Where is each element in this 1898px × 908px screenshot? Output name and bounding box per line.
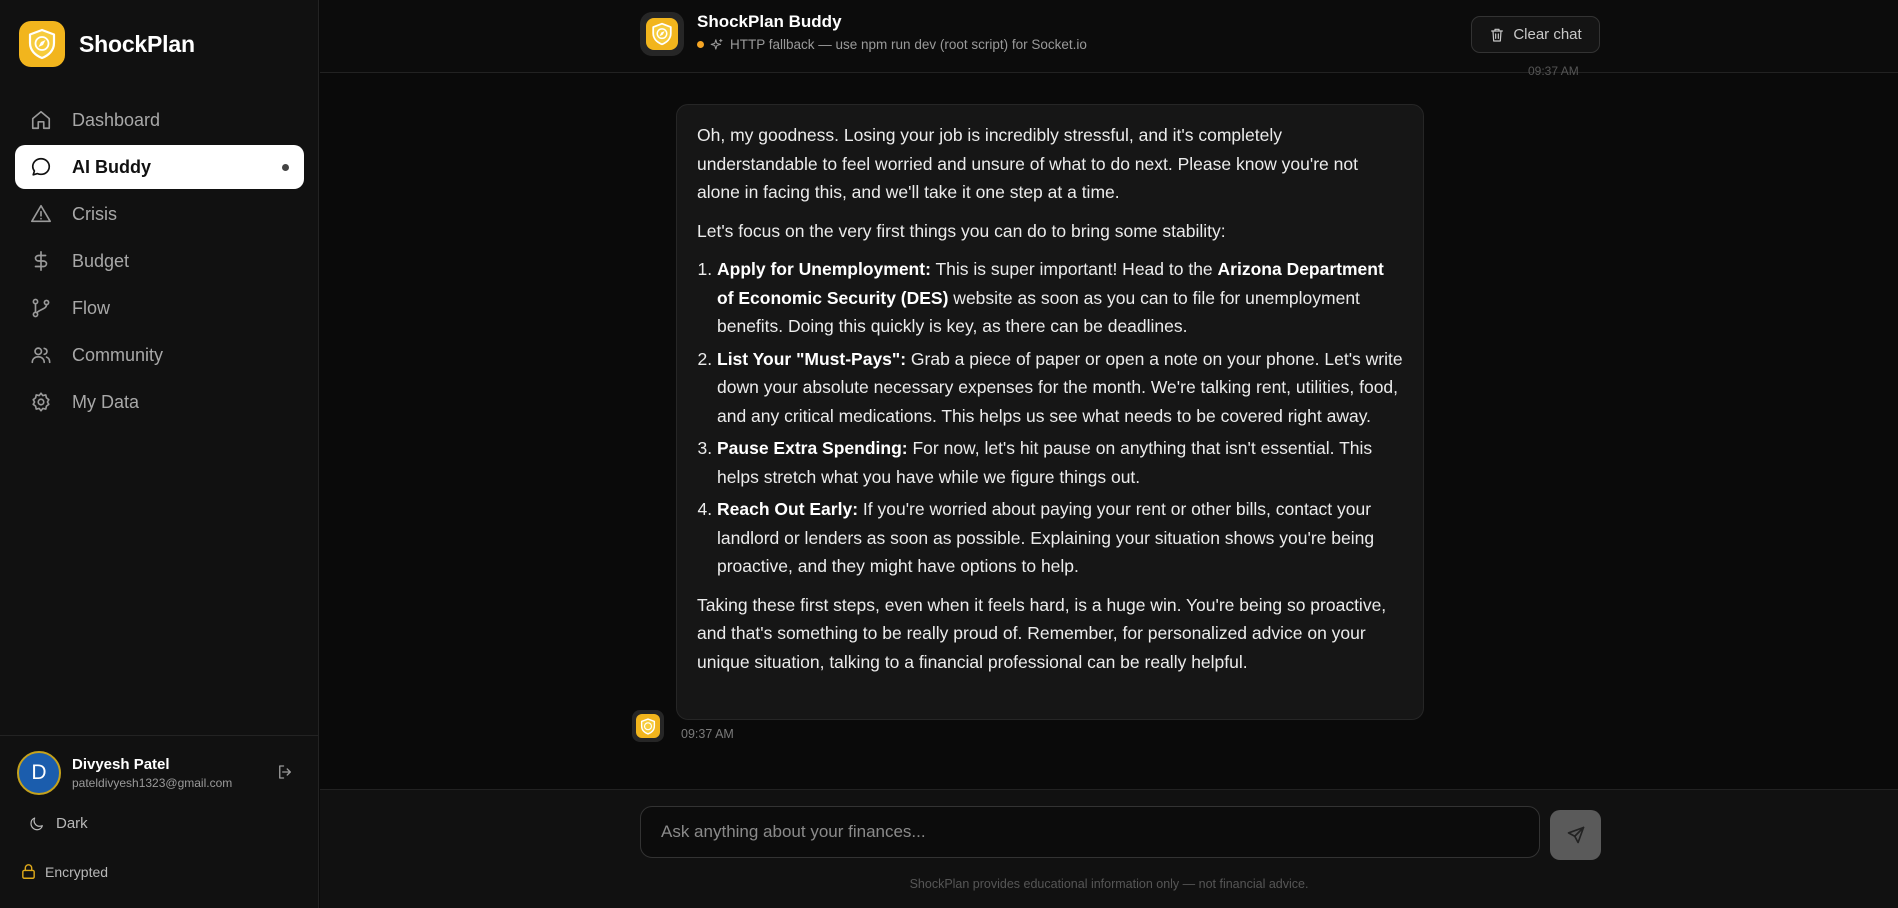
sidebar-nav: [15, 98, 304, 427]
clear-chat-label: Clear chat: [1513, 26, 1582, 43]
sidebar-item-ai-buddy[interactable]: [15, 145, 304, 189]
message-lead: Let's focus on the very first things you can do to bring some stability:: [697, 220, 1226, 241]
step-highlight: Arizona Department of Economic Security (DES): [717, 259, 1384, 308]
user-profile: [17, 751, 302, 795]
sidebar: [0, 0, 319, 908]
sidebar-item-community[interactable]: [15, 333, 304, 377]
step-text: For now, let's hit pause on anything that isn't essential. This helps stretch what you have while we figure things out.: [717, 438, 1373, 487]
sidebar-item-label: Community: [72, 344, 164, 365]
encryption-status: [20, 863, 108, 880]
step-text: website as soon as you can to file for unemployment benefits. Doing this quickly is key, as there can be deadlines.: [717, 287, 1360, 336]
status-text: HTTP fallback — use npm run dev (root script) for Socket.io: [730, 37, 1087, 52]
step-title: Apply for Unemployment:: [717, 259, 931, 279]
chat-input[interactable]: [661, 822, 1519, 842]
sidebar-item-budget[interactable]: [15, 239, 304, 283]
message-intro: Oh, my goodness. Losing your job is incredibly stressful, and it's completely understandable to feel worried and unsure of what to do next. Please know you're not alone in facing this, and we'll take it one step at a time.: [697, 125, 1358, 202]
alert-triangle-icon: [30, 203, 52, 225]
list-item: [717, 255, 1403, 341]
sidebar-item-flow[interactable]: [15, 286, 304, 330]
sidebar-item-label: My Data: [72, 391, 140, 412]
user-info: [72, 756, 232, 790]
sidebar-item-label: Budget: [72, 250, 130, 271]
user-name: Divyesh Patel: [72, 756, 170, 773]
lock-icon: [20, 863, 37, 880]
step-title: Reach Out Early:: [717, 499, 859, 519]
send-button[interactable]: [1550, 810, 1601, 860]
message-outro: Taking these first steps, even when it feels hard, is a huge win. You're being so proactive, and that's something to be really proud of. Remember, for personalized advice on your unique situation, talking to a financial professional can be really helpful.: [697, 594, 1387, 672]
steps-list: [717, 255, 1403, 581]
assistant-message: [676, 104, 1424, 720]
chat-header: [320, 0, 1898, 78]
brand[interactable]: [19, 21, 195, 67]
gear-icon: [30, 391, 52, 413]
users-icon: [30, 344, 52, 366]
sidebar-item-dashboard[interactable]: [15, 98, 304, 142]
sidebar-item-crisis[interactable]: [15, 192, 304, 236]
sidebar-item-label: Crisis: [72, 203, 117, 224]
step-title: List Your "Must-Pays":: [717, 348, 907, 369]
step-text: This is super important! Head to the: [930, 259, 1218, 279]
git-branch-icon: [30, 297, 52, 319]
home-icon: [30, 109, 52, 131]
trash-icon: [1489, 27, 1505, 43]
dollar-icon: [30, 250, 52, 272]
list-item: [717, 345, 1403, 431]
bot-avatar: [640, 12, 684, 56]
brand-name: ShockPlan: [79, 30, 195, 57]
sidebar-item-label: AI Buddy: [72, 156, 151, 177]
shield-logo-icon: [636, 714, 660, 738]
step-text: Grab a piece of paper or open a note on your phone. Let's write down your absolute necessary expenses for the month. We're talking rent, utilities, food, and any critical medications. This helps us see what needs to be covered right away.: [717, 348, 1403, 426]
status-dot: [697, 41, 704, 48]
send-icon: [1566, 825, 1586, 845]
step-title: Pause Extra Spending:: [717, 438, 908, 458]
disclaimer: ShockPlan provides educational information only — not financial advice.: [909, 877, 1309, 891]
theme-label: Dark: [56, 815, 88, 832]
user-email: pateldivyesh1323@gmail.com: [72, 776, 233, 790]
sidebar-item-my-data[interactable]: [15, 380, 304, 424]
list-item: [717, 495, 1403, 581]
encryption-label: Encrypted: [45, 863, 109, 880]
avatar[interactable]: D: [17, 751, 61, 795]
composer: [320, 789, 1898, 908]
clear-chat-button[interactable]: [1471, 16, 1600, 53]
message-time: 09:37 AM: [681, 727, 734, 741]
chat-title: ShockPlan Buddy: [697, 12, 842, 31]
sidebar-item-label: Flow: [72, 297, 111, 318]
logout-icon: [276, 763, 294, 781]
sidebar-footer: [0, 735, 319, 880]
theme-toggle[interactable]: [29, 815, 88, 832]
previous-message-time: 09:37 AM: [1528, 64, 1579, 78]
message-avatar: [632, 710, 664, 742]
shield-logo-icon: [646, 18, 678, 50]
logout-button[interactable]: [276, 763, 294, 786]
connection-status: [697, 37, 1087, 52]
chat-icon: [30, 156, 52, 178]
active-indicator-dot: [282, 164, 289, 171]
chat-input-wrapper: [640, 806, 1540, 858]
step-text: If you're worried about paying your rent or other bills, contact your landlord or lenders as soon as possible. Explaining your situation shows you're being proactive, and they might have options to help.: [717, 499, 1375, 576]
shield-logo-icon: [19, 21, 65, 67]
list-item: [717, 434, 1403, 491]
sparkles-icon: [710, 38, 724, 52]
sidebar-item-label: Dashboard: [72, 109, 161, 130]
moon-icon: [29, 816, 45, 832]
